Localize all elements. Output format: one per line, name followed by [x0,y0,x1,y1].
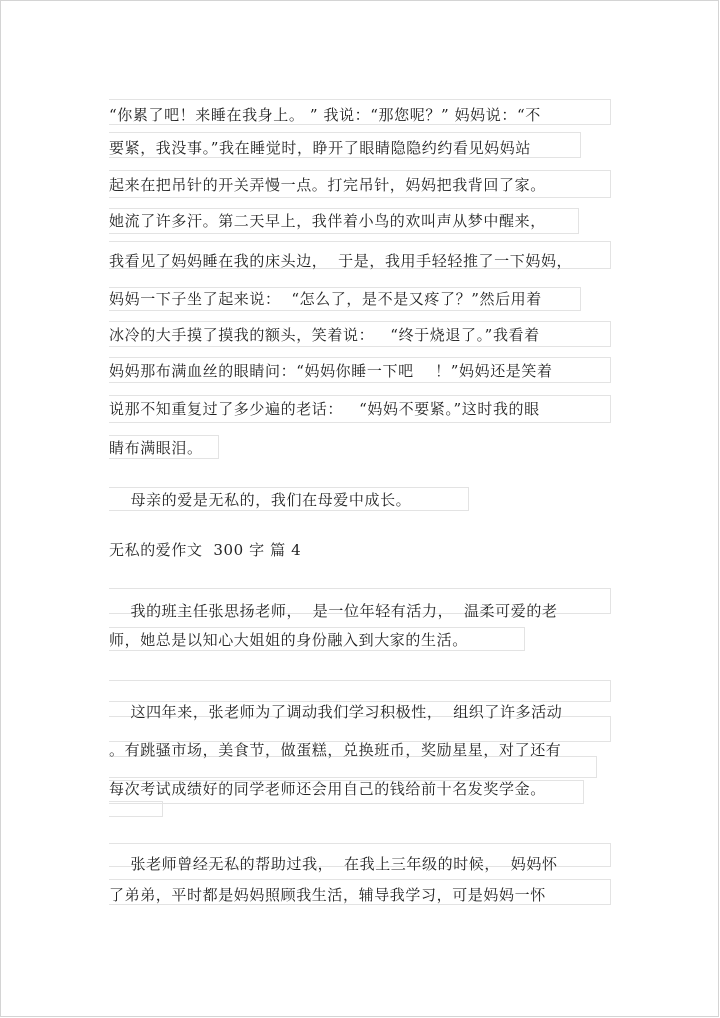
body-text-line: 这四年来，张老师为了调动我们学习积极性， 组织了许多活动 [109,703,563,721]
body-text-line: 妈妈那布满血丝的眼睛问：“妈妈你睡一下吧 ！”妈妈还是笑着 [109,362,553,380]
body-text-line: 。有跳骚市场，美食节，做蛋糕，兑换班币，奖励星星，对了还有 [109,741,562,759]
body-text-line: 她流了许多汗。第二天早上，我伴着小鸟的欢叫声从梦中醒来， [109,212,546,230]
body-text-line: “你累了吧！来睡在我身上。 ” 我说：“那您呢？” 妈妈说：“不 [109,106,541,124]
body-text-line: 冰冷的大手摸了摸我的额头，笑着说： “终于烧退了。”我看着 [109,326,540,344]
body-text-line: 我的班主任张思扬老师， 是一位年轻有活力， 温柔可爱的老 [109,602,558,620]
body-text-line: 睛布满眼泪。 [109,439,203,457]
line-box [109,680,611,702]
body-text-line: 了弟弟，平时都是妈妈照顾我生活，辅导我学习，可是妈妈一怀 [109,886,546,904]
body-text-line: 师，她总是以知心大姐姐的身份融入到大家的生活。 [109,631,468,649]
line-box [109,801,163,817]
paragraph-closing: 母亲的爱是无私的，我们在母爱中成长。 [109,491,412,509]
body-text-line: 妈妈一下子坐了起来说： “怎么了，是不是又疼了？”然后用着 [109,290,542,308]
body-text-line: 起来在把吊针的开关弄慢一点。打完吊针，妈妈把我背回了家。 [109,176,546,194]
body-text-line: 要紧，我没事。”我在睡觉时，睁开了眼睛隐隐约约看见妈妈站 [109,139,531,157]
body-text-line: 我看见了妈妈睡在我的床头边， 于是，我用手轻轻推了一下妈妈， [109,252,573,270]
body-text-line: 张老师曾经无私的帮助过我， 在我上三年级的时候， 妈妈怀 [109,855,558,873]
body-text-line: 每次考试成绩好的同学老师还会用自己的钱给前十名发奖学金。 [109,780,546,798]
body-text-line: 说那不知重复过了多少遍的老话： “妈妈不要紧。”这时我的眼 [109,400,540,418]
section-heading: 无私的爱作文 300 字 篇 4 [109,541,302,559]
